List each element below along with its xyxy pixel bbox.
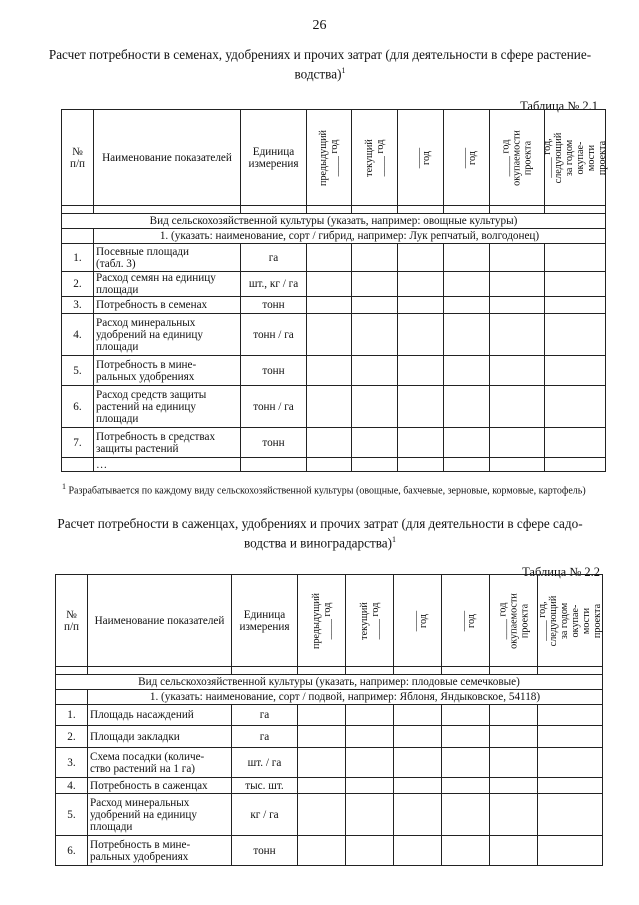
cell-text: Посевные площади (табл. 3) [96, 245, 189, 270]
cell-text: 3. [67, 756, 76, 769]
row-unit [241, 428, 307, 458]
row-num [62, 244, 94, 272]
row-name [94, 386, 241, 428]
cell-text: № п/п [69, 145, 86, 170]
value-cell [352, 386, 398, 428]
empty-cell [545, 206, 606, 214]
value-cell [398, 314, 444, 356]
cell-text: 1. [73, 251, 82, 264]
table-row [56, 836, 603, 866]
value-cell [346, 836, 394, 866]
cell-text: Потребность в семенах [96, 299, 208, 311]
cell-text: Площади закладки [90, 730, 180, 743]
cell-text: Потребность в средствах защиты растений [96, 430, 216, 455]
row-unit [232, 794, 298, 836]
section-cell [62, 214, 606, 229]
header-year-text: предыдущий ____ год [310, 592, 333, 649]
value-cell [394, 778, 442, 794]
cell-text: 5. [67, 808, 76, 821]
header-year-col [444, 110, 490, 206]
value-cell [545, 428, 606, 458]
value-cell [442, 726, 490, 748]
value-cell [490, 705, 538, 726]
footnote-text: Разрабатывается по каждому виду сельскохозяйственной культуры (овощные, бахчевые, зерновые, кормовые, картофель) [68, 485, 586, 497]
table2-label: Таблица № 2.2 [522, 565, 600, 579]
value-cell [444, 356, 490, 386]
cell-text: 1. [67, 709, 76, 721]
value-cell [346, 794, 394, 836]
row-name [88, 748, 232, 778]
cell-text: Расход минеральных удобрений на единицу площади [90, 796, 197, 833]
value-cell [398, 356, 444, 386]
header-year-col [398, 110, 444, 206]
header-num [56, 575, 88, 667]
row-unit [232, 778, 298, 794]
header-year-col [394, 575, 442, 667]
value-cell [307, 314, 352, 356]
header-row [62, 110, 606, 206]
row-num [62, 386, 94, 428]
row-num [62, 314, 94, 356]
cell-text: тонн [262, 364, 285, 377]
cell-text: тонн [262, 436, 285, 449]
table-row [56, 794, 603, 836]
table-row [62, 297, 606, 314]
value-cell [298, 748, 346, 778]
row-unit [241, 356, 307, 386]
cell-text: га [259, 709, 270, 721]
cell-text: Расход минеральных удобрений на единицу площади [96, 316, 203, 353]
value-cell [346, 748, 394, 778]
value-cell [444, 272, 490, 297]
value-cell [545, 272, 606, 297]
header-year-text: текущий ____ год [363, 138, 386, 177]
row-unit [241, 386, 307, 428]
empty-cell [241, 206, 307, 214]
empty-cell [62, 229, 94, 244]
value-cell [444, 428, 490, 458]
cell-text: Единица измерения [239, 608, 290, 633]
cell-text: 3. [73, 299, 82, 311]
spacer-row [56, 667, 603, 675]
value-cell [444, 297, 490, 314]
row-num [56, 836, 88, 866]
value-cell [394, 705, 442, 726]
value-cell [538, 705, 603, 726]
cell-text: Вид сельскохозяйственной культуры (указать, например: овощные культуры) [149, 215, 518, 227]
cell-text: 6. [73, 400, 82, 413]
row-unit [241, 314, 307, 356]
value-cell [394, 726, 442, 748]
empty-cell [444, 206, 490, 214]
table-row [56, 726, 603, 748]
value-cell [490, 428, 545, 458]
empty-cell [232, 667, 298, 675]
header-year-col [352, 110, 398, 206]
value-cell [545, 314, 606, 356]
value-cell [398, 428, 444, 458]
header-year-text: ____ год, следующий за годом окупае- мости проекта [537, 595, 603, 646]
value-cell [538, 836, 603, 866]
header-year-col [307, 110, 352, 206]
empty-cell [352, 206, 398, 214]
cell-text: шт., кг / га [248, 278, 299, 290]
value-cell [298, 794, 346, 836]
empty-cell [394, 667, 442, 675]
value-cell [490, 314, 545, 356]
value-cell [298, 705, 346, 726]
row-num [62, 297, 94, 314]
row-name [94, 458, 241, 472]
empty-cell [56, 667, 88, 675]
empty-cell [442, 667, 490, 675]
value-cell [398, 458, 444, 472]
cell-text: Расход средств защиты растений на единицу площади [96, 388, 207, 425]
section-row [56, 675, 603, 690]
empty-cell [346, 667, 394, 675]
cell-text: 6. [67, 844, 76, 857]
table1-label: Таблица № 2.1 [520, 99, 598, 113]
value-cell [307, 356, 352, 386]
value-cell [298, 726, 346, 748]
cell-text: 5. [73, 364, 82, 377]
table-row [62, 244, 606, 272]
value-cell [307, 458, 352, 472]
header-year-text: ____ год [455, 147, 478, 168]
row-name [94, 244, 241, 272]
row-num [56, 726, 88, 748]
value-cell [394, 794, 442, 836]
footnote-mark: 1 [62, 482, 66, 491]
cell-text: Потребность в саженцах [90, 779, 208, 792]
header-year-col [542, 110, 608, 206]
value-cell [346, 705, 394, 726]
header-name [94, 110, 241, 206]
value-cell [398, 386, 444, 428]
cell-text: Потребность в мине- ральных удобрениях [96, 358, 197, 383]
value-cell [398, 272, 444, 297]
row-num [62, 356, 94, 386]
value-cell [298, 836, 346, 866]
footnote-mark: 1 [392, 535, 397, 544]
cell-text: Наименование показателей [94, 614, 225, 627]
value-cell [307, 386, 352, 428]
header-year-text: ____ год [406, 610, 429, 631]
header-year-col [490, 110, 545, 206]
value-cell [490, 272, 545, 297]
value-cell [352, 356, 398, 386]
row-unit [232, 836, 298, 866]
row-unit [241, 272, 307, 297]
cell-text: 4. [73, 328, 82, 341]
page-number: 26 [312, 18, 327, 33]
row-name [94, 428, 241, 458]
value-cell [490, 458, 545, 472]
value-cell [442, 705, 490, 726]
value-cell [352, 297, 398, 314]
value-cell [394, 748, 442, 778]
value-cell [490, 778, 538, 794]
section-cell [88, 690, 603, 705]
cell-text: тонн [253, 844, 276, 857]
value-cell [352, 272, 398, 297]
table1-body [62, 110, 606, 472]
value-cell [352, 428, 398, 458]
table-row [62, 356, 606, 386]
row-name [88, 778, 232, 794]
row-num [56, 794, 88, 836]
row-num [56, 778, 88, 794]
row-name [88, 726, 232, 748]
value-cell [394, 836, 442, 866]
row-unit [232, 726, 298, 748]
value-cell [444, 314, 490, 356]
value-cell [444, 458, 490, 472]
header-num [62, 110, 94, 206]
table-row [62, 458, 606, 472]
value-cell [538, 748, 603, 778]
empty-cell [398, 206, 444, 214]
table2-title [40, 516, 600, 551]
empty-cell [538, 667, 603, 675]
row-num [62, 458, 94, 472]
row-name [94, 314, 241, 356]
header-year-col [490, 575, 538, 667]
table-row [62, 428, 606, 458]
header-unit [232, 575, 298, 667]
table1-title-text: Расчет потребности в семенах, удобрениях и прочих затрат (для деятельности в сфере растение- водства) [48, 47, 592, 82]
table-row [62, 314, 606, 356]
row-num [62, 428, 94, 458]
cell-text: тонн [262, 299, 285, 311]
row-name [88, 705, 232, 726]
value-cell [490, 297, 545, 314]
cell-text: шт. / га [247, 756, 282, 769]
value-cell [545, 244, 606, 272]
cell-text: Потребность в мине- ральных удобрениях [90, 838, 191, 863]
header-year-text: текущий ____ год [358, 601, 381, 640]
table1-title [40, 47, 600, 82]
empty-cell [94, 206, 241, 214]
cell-text: га [259, 730, 270, 743]
empty-cell [490, 667, 538, 675]
empty-cell [62, 206, 94, 214]
table2-body [56, 575, 603, 866]
cell-text: кг / га [250, 808, 279, 821]
cell-text: Расход семян на единицу площади [96, 272, 216, 296]
cell-text: Вид сельскохозяйственной культуры (указать, например: плодовые семечковые) [138, 676, 520, 688]
value-cell [490, 794, 538, 836]
header-year-text: ____ год [454, 610, 477, 631]
value-cell [545, 297, 606, 314]
table-row [62, 386, 606, 428]
value-cell [346, 778, 394, 794]
header-year-col [298, 575, 346, 667]
section-cell [94, 229, 606, 244]
header-year-text: предыдущий ____ год [318, 129, 340, 186]
header-year-text: ____ год окупаемости проекта [497, 592, 530, 649]
cell-text: Схема посадки (количе- ство растений на 1 га) [90, 750, 205, 775]
value-cell [398, 297, 444, 314]
value-cell [490, 748, 538, 778]
value-cell [490, 356, 545, 386]
value-cell [352, 244, 398, 272]
cell-text: 7. [73, 436, 82, 449]
cell-text: 1. (указать: наименование, сорт / гибрид, например: Лук репчатый, волгодонец) [159, 230, 540, 242]
cell-text: 1. (указать: наименование, сорт / подвой, например: Яблоня, Яндыковское, 54118) [149, 691, 541, 703]
row-num [56, 748, 88, 778]
table-row [56, 778, 603, 794]
value-cell [352, 458, 398, 472]
row-num [62, 272, 94, 297]
cell-text: тыс. шт. [245, 779, 284, 792]
header-year-col [538, 575, 603, 667]
table1-footnote [62, 481, 605, 497]
row-unit [241, 297, 307, 314]
row-num [56, 705, 88, 726]
cell-text: Наименование показателей [102, 151, 232, 164]
header-unit [241, 110, 307, 206]
header-year-text: ____ год [409, 147, 432, 168]
spacer-row [62, 206, 606, 214]
cell-text: Единица измерения [248, 145, 299, 170]
table-row [56, 748, 603, 778]
header-year-col [442, 575, 490, 667]
footnote-mark: 1 [341, 66, 346, 75]
value-cell [307, 428, 352, 458]
value-cell [490, 836, 538, 866]
cell-text: тонн / га [253, 400, 294, 413]
empty-cell [307, 206, 352, 214]
empty-cell [490, 206, 545, 214]
header-row [56, 575, 603, 667]
value-cell [442, 778, 490, 794]
value-cell [398, 244, 444, 272]
empty-cell [88, 667, 232, 675]
row-name [88, 794, 232, 836]
value-cell [538, 726, 603, 748]
value-cell [545, 356, 606, 386]
value-cell [307, 244, 352, 272]
value-cell [442, 748, 490, 778]
table-row [56, 705, 603, 726]
cell-text: тонн / га [253, 328, 294, 341]
value-cell [307, 272, 352, 297]
row-unit [241, 458, 307, 472]
value-cell [444, 244, 490, 272]
value-cell [545, 386, 606, 428]
header-year-text: ____ год окупаемости проекта [500, 129, 534, 186]
value-cell [346, 726, 394, 748]
table-row [62, 272, 606, 297]
empty-cell [56, 690, 88, 705]
cell-text: Площадь насаждений [90, 709, 194, 721]
value-cell [307, 297, 352, 314]
value-cell [490, 726, 538, 748]
value-cell [538, 794, 603, 836]
cell-text: № п/п [63, 608, 80, 633]
cell-text: 2. [67, 730, 76, 743]
row-unit [232, 748, 298, 778]
value-cell [298, 778, 346, 794]
value-cell [538, 778, 603, 794]
table1 [61, 109, 606, 472]
section-row [62, 214, 606, 229]
cell-text: га [268, 251, 279, 264]
section-row [56, 690, 603, 705]
section-cell [56, 675, 603, 690]
value-cell [545, 458, 606, 472]
value-cell [442, 794, 490, 836]
cell-text: 2. [73, 278, 82, 290]
table2 [55, 574, 603, 866]
row-name [94, 272, 241, 297]
header-name [88, 575, 232, 667]
value-cell [490, 386, 545, 428]
value-cell [442, 836, 490, 866]
table2-title-text: Расчет потребности в саженцах, удобрениях и прочих затрат (для деятельности в сфере садо- водства и виноградарства) [57, 516, 583, 551]
row-unit [241, 244, 307, 272]
row-unit [232, 705, 298, 726]
header-year-col [346, 575, 394, 667]
cell-text: 4. [67, 779, 76, 792]
value-cell [352, 314, 398, 356]
empty-cell [298, 667, 346, 675]
value-cell [444, 386, 490, 428]
row-name [88, 836, 232, 866]
section-row [62, 229, 606, 244]
value-cell [490, 244, 545, 272]
cell-text: … [96, 458, 108, 471]
row-name [94, 356, 241, 386]
header-year-text: ____ год, следующий за годом окупае- мости проекта [542, 132, 608, 183]
row-name [94, 297, 241, 314]
